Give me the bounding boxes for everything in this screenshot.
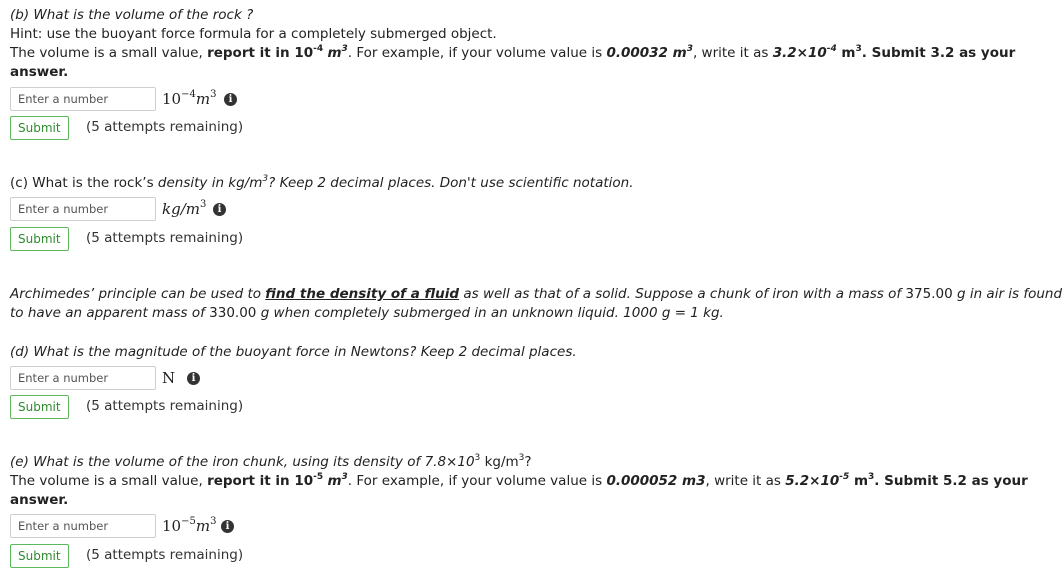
iron-problem-intro-cont: to have an apparent mass of 330.00 g when completely submerged in an unknown liquid. 1000 g = 1 kg. bbox=[10, 305, 724, 321]
part-e-unit: $10^{-5}m^3$ bbox=[162, 516, 217, 535]
info-icon[interactable]: i bbox=[221, 520, 234, 533]
part-d-answer-input[interactable] bbox=[10, 366, 156, 390]
part-b-instructions-cont: answer. bbox=[10, 64, 69, 80]
part-b-attempts: (5 attempts remaining) bbox=[86, 119, 244, 135]
iron-problem-intro: Archimedes’ principle can be used to find the density of a fluid as well as that of a solid. Suppose a chunk of iron with a mass of 375.00 g in air is found bbox=[10, 286, 1062, 302]
part-c-question: (c) What is the rock’s density in $kg/m^3$? Keep 2 decimal places. Don't use scientific notation. bbox=[10, 174, 634, 191]
part-b-instructions: The volume is a small value, report it in $10^{-4}$ $m^3$. For example, if your volume value is 0.00032 $m^3$, write it as $3.2\times 10^{-4}$ $m^3$. Submit 3.2 as your bbox=[10, 44, 1016, 61]
part-d-unit: N bbox=[162, 369, 176, 387]
part-b-answer-input[interactable] bbox=[10, 87, 156, 111]
info-icon[interactable]: i bbox=[213, 203, 226, 216]
part-e-instructions: The volume is a small value, report it in $10^{-5}$ $m^3$. For example, if your volume value is 0.000052 m3, write it as $5.2\times 10^{-5}$ $m^3$. Submit 5.2 as your bbox=[10, 472, 1028, 489]
part-c-answer-input[interactable] bbox=[10, 197, 156, 221]
part-e-attempts: (5 attempts remaining) bbox=[86, 547, 244, 563]
info-icon[interactable]: i bbox=[224, 93, 237, 106]
part-b-hint: Hint: use the buoyant force formula for a completely submerged object. bbox=[10, 26, 497, 42]
info-icon[interactable]: i bbox=[187, 372, 200, 385]
part-d-submit-button[interactable]: Submit bbox=[10, 395, 69, 419]
density-of-fluid-link[interactable]: find the density of a fluid bbox=[265, 286, 460, 302]
part-e-instructions-cont: answer. bbox=[10, 492, 69, 508]
part-d-question: (d) What is the magnitude of the buoyant force in Newtons? Keep 2 decimal places. bbox=[10, 344, 577, 360]
part-e-submit-button[interactable]: Submit bbox=[10, 544, 69, 568]
part-b-submit-button[interactable]: Submit bbox=[10, 116, 69, 140]
part-d-attempts: (5 attempts remaining) bbox=[86, 398, 244, 414]
part-e-answer-input[interactable] bbox=[10, 514, 156, 538]
part-c-unit: $kg/m^3$ bbox=[162, 199, 207, 218]
part-e-question: (e) What is the volume of the iron chunk, using its density of $7.8\times 10^3$ $kg/m^3$? bbox=[10, 453, 532, 470]
part-c-attempts: (5 attempts remaining) bbox=[86, 230, 244, 246]
part-b-unit: $10^{-4}m^3$ bbox=[162, 89, 217, 108]
part-b-question: (b) What is the volume of the rock ? bbox=[10, 7, 254, 23]
part-c-submit-button[interactable]: Submit bbox=[10, 227, 69, 251]
